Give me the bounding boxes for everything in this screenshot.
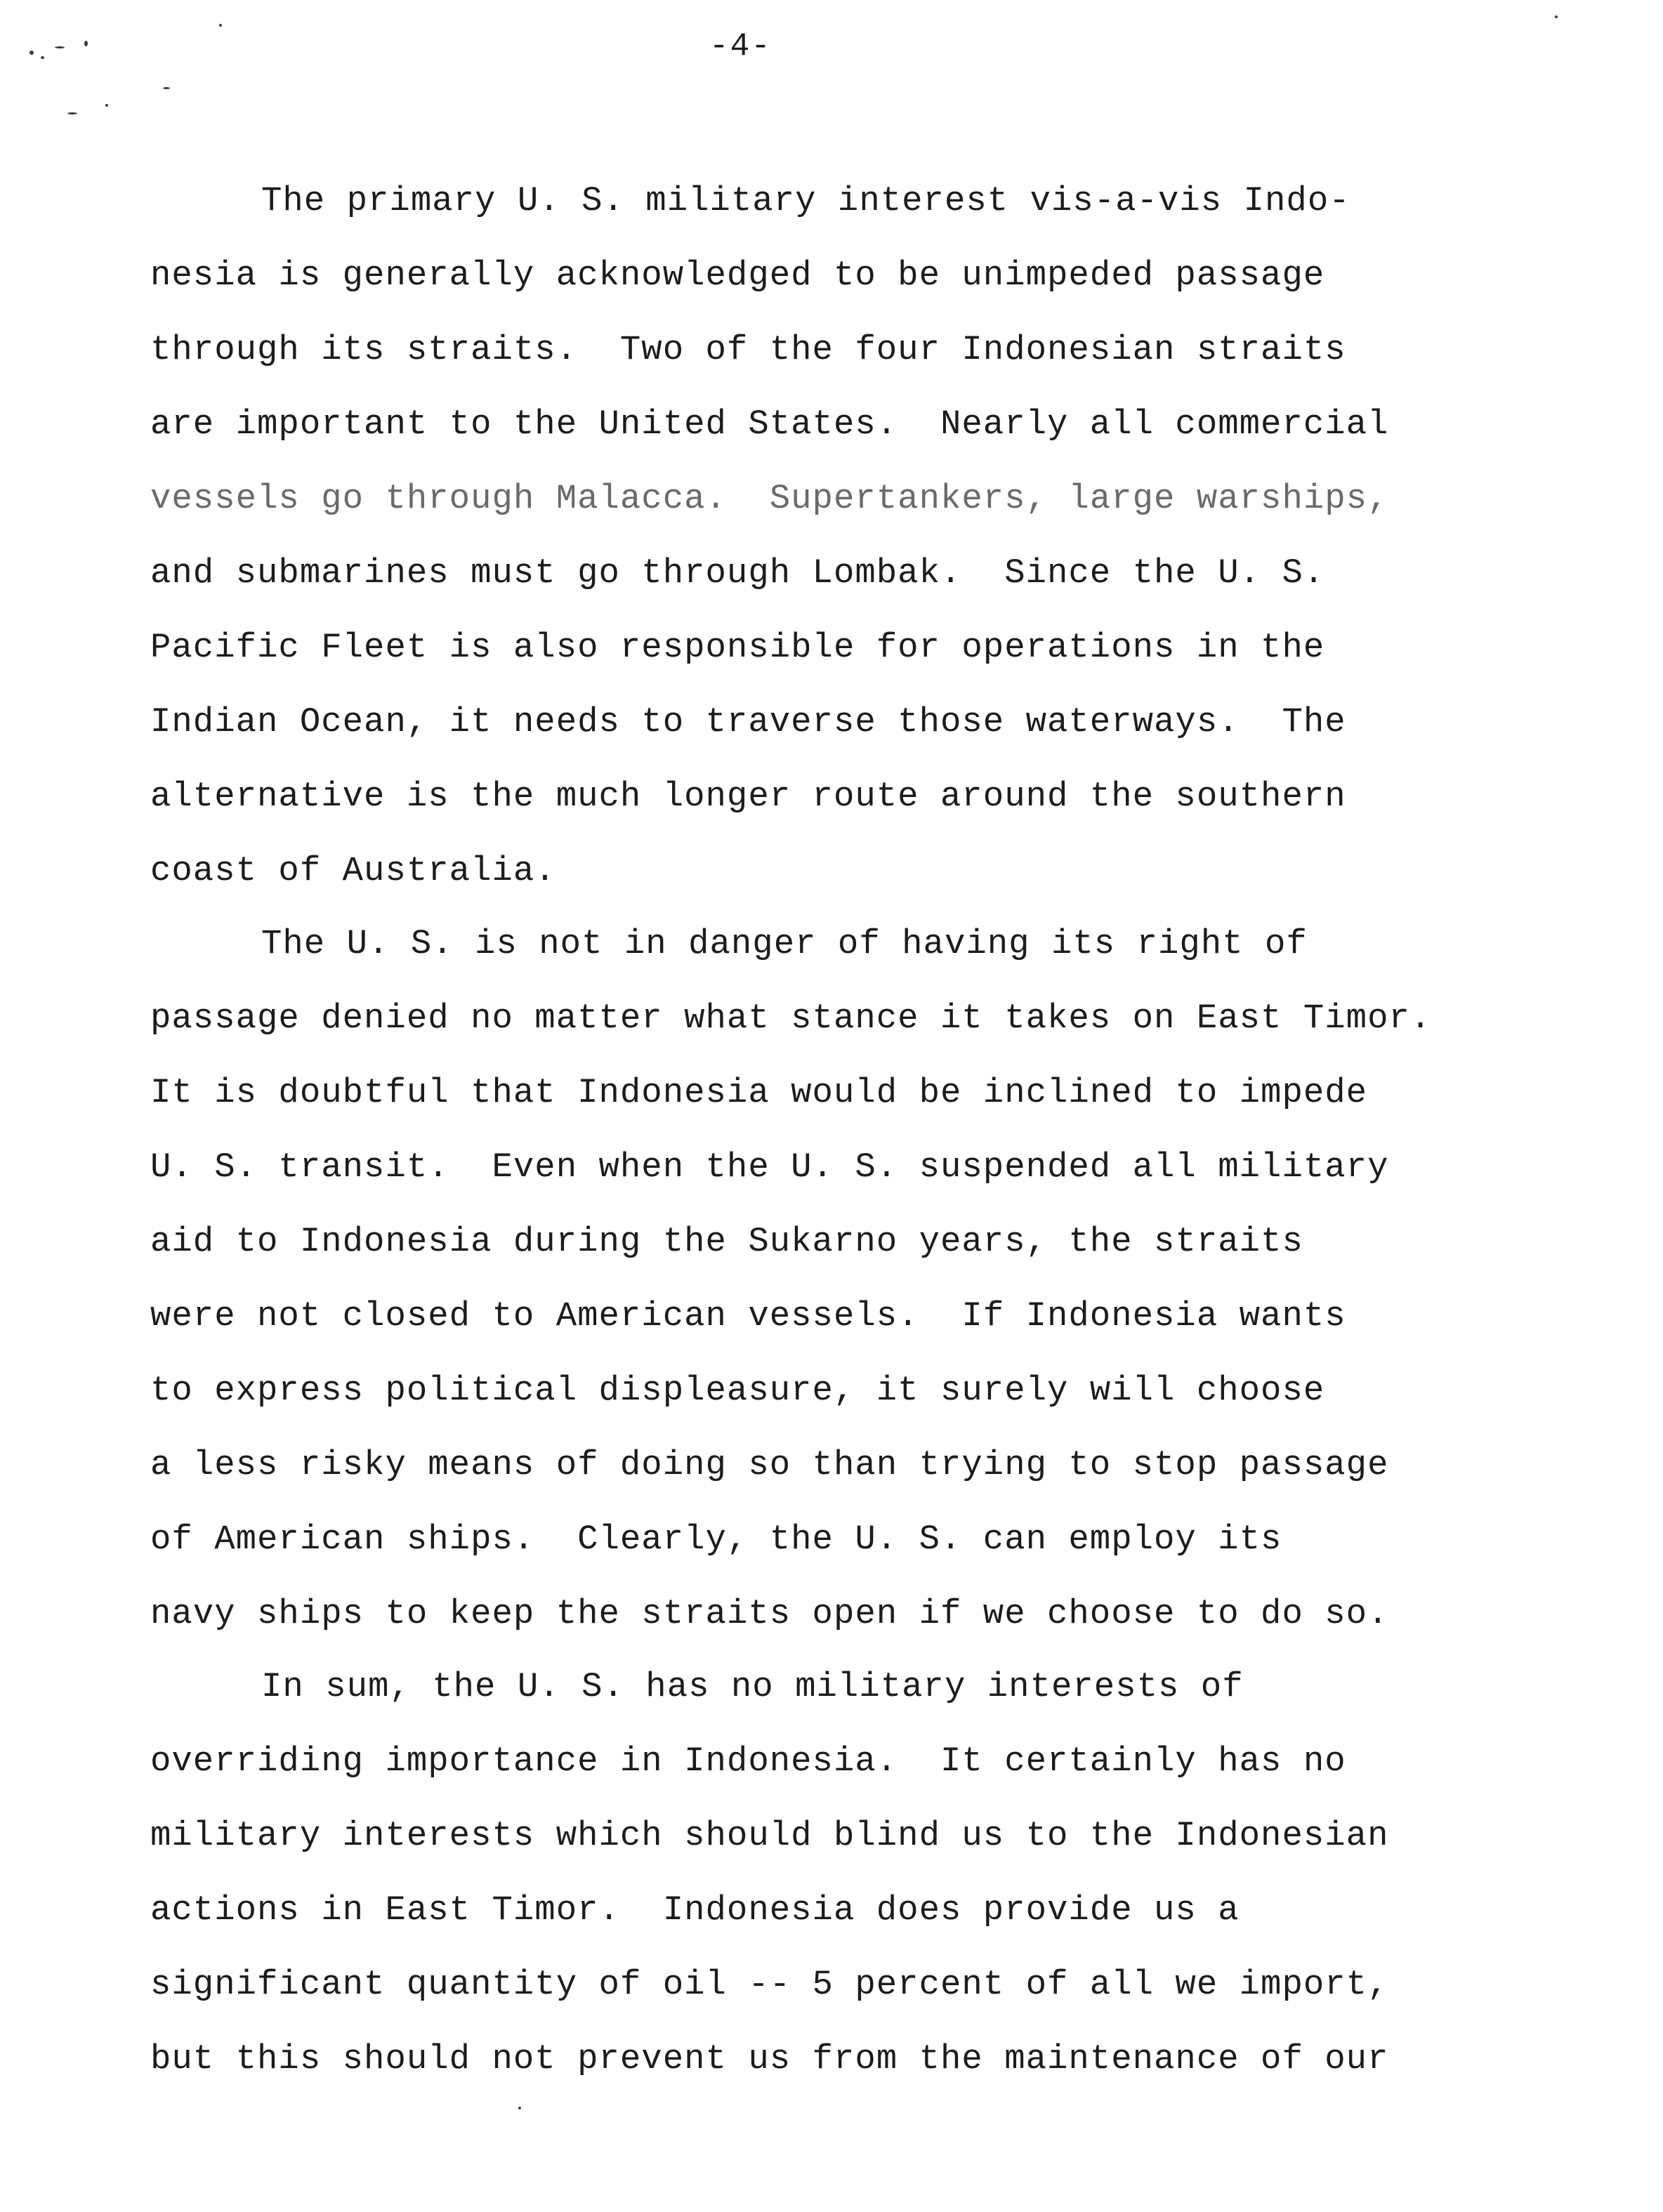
- text-line: to express political displeasure, it surely will choose: [150, 1371, 1325, 1410]
- scan-speck: [1555, 15, 1558, 18]
- text-line: of American ships. Clearly, the U. S. can employ its: [150, 1520, 1282, 1559]
- text-line: coast of Australia.: [150, 851, 556, 890]
- text-line: Indian Ocean, it needs to traverse those waterways. The: [150, 702, 1346, 742]
- text-line: Pacific Fleet is also responsible for operations in the: [150, 628, 1325, 667]
- text-line: aid to Indonesia during the Sukarno years, the straits: [150, 1222, 1303, 1261]
- text-line: nesia is generally acknowledged to be unimpeded passage: [150, 256, 1325, 295]
- text-line: were not closed to American vessels. If Indonesia wants: [150, 1296, 1346, 1336]
- text-line: significant quantity of oil -- 5 percent of all we import,: [150, 1965, 1389, 2004]
- text-line: vessels go through Malacca. Supertankers, large warships,: [150, 479, 1389, 518]
- scan-speck: [105, 104, 108, 107]
- text-line: actions in East Timor. Indonesia does provide us a: [150, 1890, 1240, 1930]
- text-line: The U. S. is not in danger of having its right of: [261, 924, 1308, 963]
- scan-speck: [55, 46, 65, 48]
- text-line: passage denied no matter what stance it takes on East Timor.: [150, 999, 1432, 1038]
- text-line: It is doubtful that Indonesia would be inclined to impede: [150, 1073, 1368, 1112]
- scan-speck: [67, 112, 77, 114]
- scan-speck: [84, 41, 88, 46]
- text-line: but this should not prevent us from the maintenance of our: [150, 2039, 1389, 2079]
- text-line: The primary U. S. military interest vis-a-vis Indo-: [261, 181, 1350, 220]
- text-line: through its straits. Two of the four Indonesian straits: [150, 330, 1346, 369]
- text-line: military interests which should blind us to the Indonesian: [150, 1816, 1389, 1855]
- page-number: -4-: [709, 28, 772, 65]
- scan-speck: [41, 56, 44, 59]
- text-line: are important to the United States. Nearly all commercial: [150, 404, 1389, 444]
- text-line: In sum, the U. S. has no military interests of: [261, 1667, 1244, 1706]
- scan-speck: [29, 51, 34, 55]
- text-line: overriding importance in Indonesia. It certainly has no: [150, 1742, 1346, 1781]
- text-line: navy ships to keep the straits open if we choose to do so.: [150, 1594, 1389, 1633]
- scan-speck: [518, 2107, 521, 2109]
- text-line: alternative is the much longer route around the southern: [150, 777, 1346, 816]
- text-line: U. S. transit. Even when the U. S. suspended all military: [150, 1147, 1389, 1187]
- text-line: a less risky means of doing so than trying to stop passage: [150, 1445, 1389, 1484]
- text-line: and submarines must go through Lombak. Since the U. S.: [150, 553, 1325, 593]
- scan-speck: [163, 87, 170, 89]
- scan-speck: [219, 24, 222, 27]
